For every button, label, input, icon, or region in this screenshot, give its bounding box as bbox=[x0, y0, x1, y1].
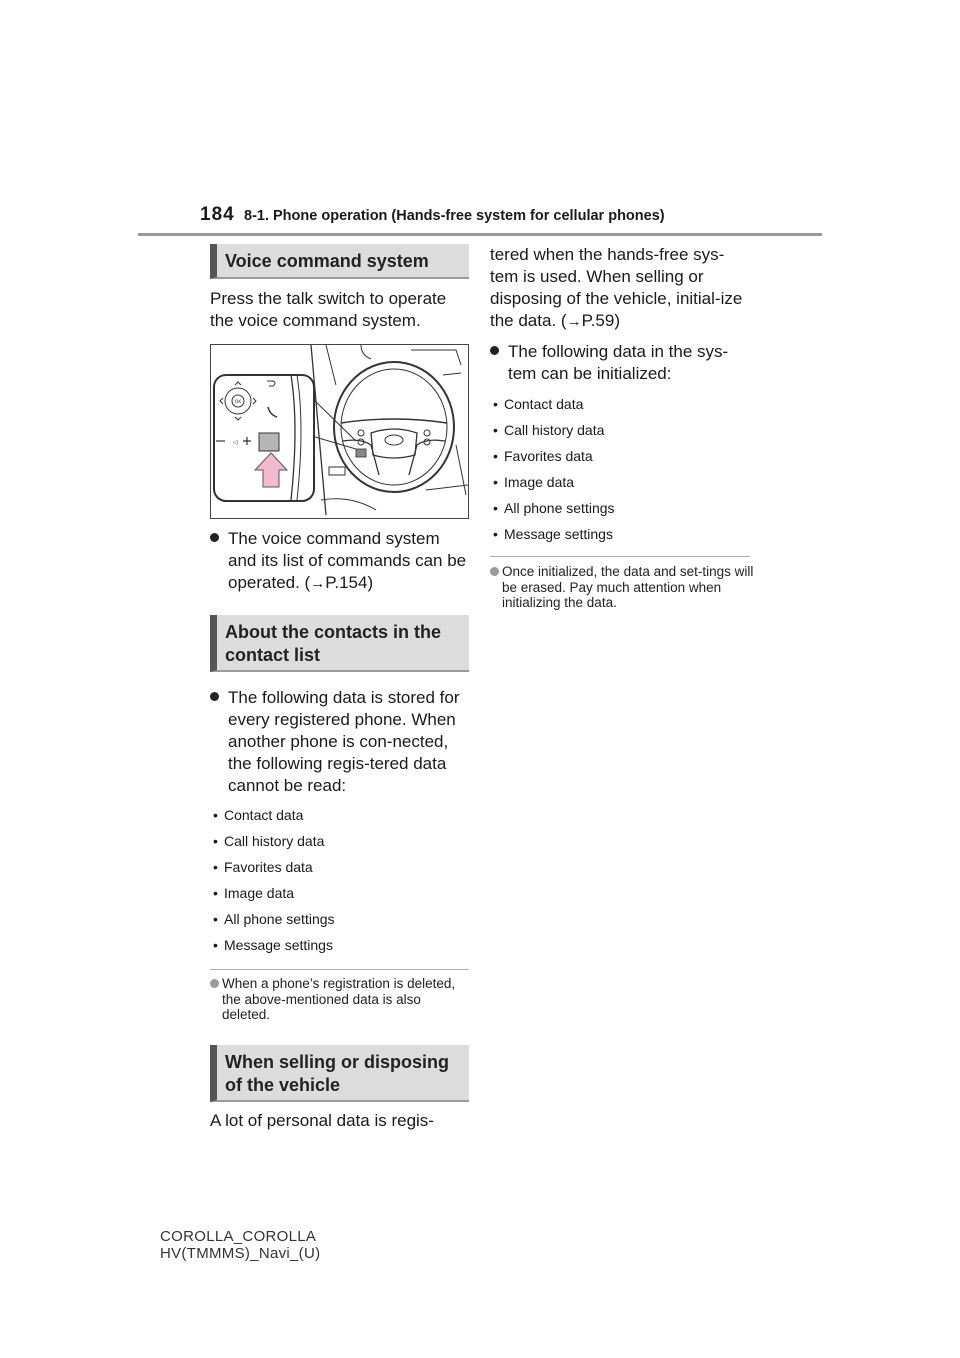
note-bullet-icon bbox=[490, 567, 499, 576]
selling-heading-line1: When selling or disposing bbox=[225, 1051, 450, 1072]
selling-intro-start: A lot of personal data is regis- bbox=[210, 1110, 434, 1130]
page-number: 184 bbox=[200, 204, 235, 225]
left-column bbox=[210, 244, 469, 1132]
selling-heading-line2: of the vehicle bbox=[225, 1074, 341, 1095]
page-reference-link[interactable]: P.59) bbox=[581, 311, 621, 330]
right-column bbox=[490, 244, 754, 611]
document-footer bbox=[160, 1228, 320, 1262]
contacts-note bbox=[210, 976, 458, 1023]
footer-line1: COROLLA_COROLLA bbox=[160, 1228, 317, 1245]
list-item: • Favorites data bbox=[210, 859, 469, 875]
selling-note-text: Once initialized, the data and set-tings will be erased. Pay much attention when initializing the data. bbox=[502, 564, 754, 610]
contacts-list bbox=[210, 807, 469, 953]
list-item: • Message settings bbox=[210, 937, 469, 953]
selling-note bbox=[490, 564, 754, 611]
selling-bullet bbox=[490, 341, 756, 385]
contacts-heading-line1: About the contacts in the bbox=[225, 622, 441, 642]
list-item: • Call history data bbox=[490, 422, 750, 438]
voice-command-intro: Press the talk switch to operate the voice command system. bbox=[210, 289, 447, 330]
steering-switch-icon bbox=[211, 345, 468, 518]
list-item: • Call history data bbox=[210, 833, 469, 849]
note-bullet-icon bbox=[210, 979, 219, 988]
selling-list bbox=[490, 396, 750, 542]
voice-command-bullet-text: The voice command system and its list of commands can be operated. ( bbox=[228, 529, 467, 592]
voice-command-bullet bbox=[210, 528, 472, 595]
list-item: • Contact data bbox=[210, 807, 469, 823]
selling-intro-text: tered when the hands-free sys-tem is used. When selling or disposing of the vehicle, initial-ize the data. ( bbox=[490, 245, 743, 330]
bullet-icon bbox=[210, 692, 219, 701]
page-reference-link[interactable]: P.154) bbox=[325, 573, 374, 592]
contacts-heading-line2: contact list bbox=[225, 645, 321, 665]
note-divider bbox=[490, 556, 750, 557]
list-item: • Contact data bbox=[490, 396, 750, 412]
voice-command-heading-text: Voice command system bbox=[225, 251, 429, 271]
selling-heading bbox=[210, 1045, 469, 1102]
list-item: • Favorites data bbox=[490, 448, 750, 464]
note-divider bbox=[210, 969, 469, 970]
list-item: • Image data bbox=[210, 885, 469, 901]
arrow-right-icon: → bbox=[566, 313, 582, 330]
steering-wheel-illustration bbox=[210, 344, 469, 519]
arrow-right-icon: → bbox=[310, 575, 326, 592]
footer-line2: HV(TMMMS)_Navi_(U) bbox=[160, 1245, 321, 1262]
contacts-heading bbox=[210, 615, 469, 672]
bullet-icon bbox=[490, 346, 499, 355]
svg-text:OK: OK bbox=[234, 400, 242, 405]
section-title: 8-1. Phone operation (Hands-free system for cellular phones) bbox=[244, 208, 665, 224]
selling-bullet-text: The following data in the sys-tem can be initialized: bbox=[508, 342, 729, 383]
header-divider bbox=[138, 233, 822, 236]
voice-command-heading bbox=[210, 244, 469, 279]
list-item: • Image data bbox=[490, 474, 750, 490]
list-item: • All phone settings bbox=[210, 911, 469, 927]
svg-text:◁: ◁ bbox=[233, 439, 238, 446]
selling-intro-continued bbox=[490, 244, 748, 333]
list-item: • All phone settings bbox=[490, 500, 750, 516]
contacts-bullet-text: The following data is stored for every registered phone. When another phone is con-nected, the following regis-tered data cannot be read: bbox=[228, 688, 460, 795]
contacts-note-text: When a phone’s registration is deleted, the above-mentioned data is also deleted. bbox=[222, 976, 456, 1022]
bullet-icon bbox=[210, 533, 219, 542]
list-item: • Message settings bbox=[490, 526, 750, 542]
contacts-bullet bbox=[210, 687, 464, 797]
